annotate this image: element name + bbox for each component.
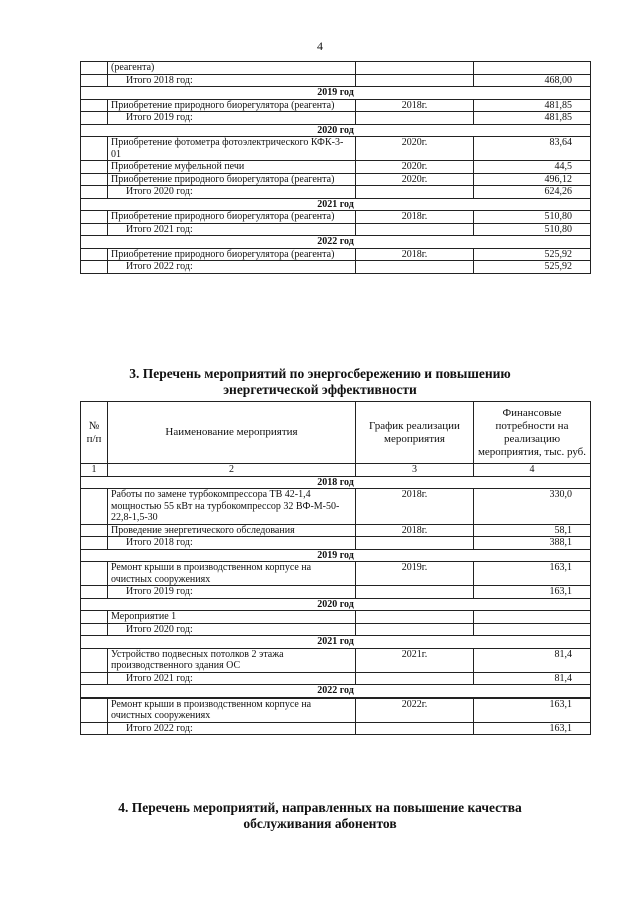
activity-name: Приобретение фотометра фотоэлектрического КФК-3-01 bbox=[108, 137, 356, 161]
schedule-cell: 2020г. bbox=[356, 173, 474, 186]
amount-cell: 481,85 bbox=[474, 112, 591, 125]
year-row bbox=[81, 549, 591, 562]
column-index-row bbox=[81, 464, 591, 477]
total-label: Итого 2018 год: bbox=[108, 74, 356, 87]
section-4-title-line-2: обслуживания абонентов bbox=[243, 816, 397, 831]
amount-cell: 81,4 bbox=[474, 648, 591, 672]
row-number-cell bbox=[81, 112, 108, 125]
activity-name: Приобретение природного биорегулятора (реагента) bbox=[108, 211, 356, 224]
schedule-cell: 2018г. bbox=[356, 99, 474, 112]
table-row bbox=[81, 173, 591, 186]
schedule-cell bbox=[356, 223, 474, 236]
column-index-cell: 2 bbox=[108, 464, 356, 477]
year-heading: 2019 год bbox=[81, 87, 591, 100]
amount-cell: 58,1 bbox=[474, 524, 591, 537]
activity-name: Проведение энергетического обследования bbox=[108, 524, 356, 537]
schedule-cell bbox=[356, 672, 474, 685]
activity-name: (реагента) bbox=[108, 62, 356, 75]
row-number-cell bbox=[81, 99, 108, 112]
table-row bbox=[81, 62, 591, 75]
year-heading: 2020 год bbox=[81, 124, 591, 137]
row-number-cell bbox=[81, 137, 108, 161]
total-label: Итого 2021 год: bbox=[108, 223, 356, 236]
year-row bbox=[81, 124, 591, 137]
activity-name: Мероприятие 1 bbox=[108, 611, 356, 624]
activity-name: Приобретение природного биорегулятора (реагента) bbox=[108, 173, 356, 186]
schedule-cell: 2018г. bbox=[356, 524, 474, 537]
table-row bbox=[81, 489, 591, 525]
table-body bbox=[81, 62, 591, 274]
amount-cell: 510,80 bbox=[474, 223, 591, 236]
total-label: Итого 2021 год: bbox=[108, 672, 356, 685]
row-number-cell bbox=[81, 586, 108, 599]
total-label: Итого 2022 год: bbox=[108, 722, 356, 735]
amount-cell: 496,12 bbox=[474, 173, 591, 186]
header-schedule: График реализации мероприятия bbox=[356, 402, 474, 464]
total-row bbox=[81, 112, 591, 125]
row-number-cell bbox=[81, 186, 108, 199]
amount-cell: 468,00 bbox=[474, 74, 591, 87]
schedule-cell: 2020г. bbox=[356, 137, 474, 161]
table-row bbox=[81, 524, 591, 537]
total-label: Итого 2019 год: bbox=[108, 586, 356, 599]
section-3-title-line-1: 3. Перечень мероприятий по энергосбережению и повышению bbox=[129, 366, 511, 381]
table-row bbox=[81, 698, 591, 722]
row-number-cell bbox=[81, 623, 108, 636]
total-label: Итого 2022 год: bbox=[108, 261, 356, 274]
row-number-cell bbox=[81, 648, 108, 672]
schedule-cell: 2022г. bbox=[356, 698, 474, 722]
row-number-cell bbox=[81, 261, 108, 274]
schedule-cell bbox=[356, 722, 474, 735]
amount-cell bbox=[474, 611, 591, 624]
row-number-cell bbox=[81, 562, 108, 586]
row-number-cell bbox=[81, 62, 108, 75]
activity-name: Устройство подвесных потолков 2 этажа производственного здания ОС bbox=[108, 648, 356, 672]
amount-cell: 481,85 bbox=[474, 99, 591, 112]
year-heading: 2021 год bbox=[81, 636, 591, 649]
header-name: Наименование мероприятия bbox=[108, 402, 356, 464]
header-finance: Финансовые потребности на реализацию мероприятия, тыс. руб. bbox=[474, 402, 591, 464]
amount-cell: 388,1 bbox=[474, 537, 591, 550]
schedule-cell: 2018г. bbox=[356, 489, 474, 525]
column-index-cell: 3 bbox=[356, 464, 474, 477]
schedule-cell bbox=[356, 112, 474, 125]
activity-name: Работы по замене турбокомпрессора ТВ 42-1,4 мощностью 55 кВт на турбокомпрессор 32 ВФ-М-50-22,8-1,5-30 bbox=[108, 489, 356, 525]
row-number-cell bbox=[81, 74, 108, 87]
schedule-cell bbox=[356, 62, 474, 75]
amount-cell: 624,26 bbox=[474, 186, 591, 199]
table-row bbox=[81, 211, 591, 224]
activity-name: Приобретение природного биорегулятора (реагента) bbox=[108, 248, 356, 261]
year-heading: 2022 год bbox=[81, 685, 591, 698]
table-row bbox=[81, 648, 591, 672]
row-number-cell bbox=[81, 537, 108, 550]
schedule-cell bbox=[356, 611, 474, 624]
row-number-cell bbox=[81, 672, 108, 685]
section-4-title-line-1: 4. Перечень мероприятий, направленных на повышение качества bbox=[118, 800, 522, 815]
total-row bbox=[81, 74, 591, 87]
year-row bbox=[81, 685, 591, 698]
total-row bbox=[81, 223, 591, 236]
table-continued-activities bbox=[80, 61, 591, 274]
table-energy-saving bbox=[80, 401, 591, 735]
schedule-cell bbox=[356, 537, 474, 550]
column-index-cell: 1 bbox=[81, 464, 108, 477]
row-number-cell bbox=[81, 161, 108, 174]
table-row bbox=[81, 137, 591, 161]
amount-cell: 525,92 bbox=[474, 261, 591, 274]
row-number-cell bbox=[81, 698, 108, 722]
amount-cell: 163,1 bbox=[474, 698, 591, 722]
table-row bbox=[81, 99, 591, 112]
total-row bbox=[81, 722, 591, 735]
section-3-title bbox=[0, 366, 640, 398]
schedule-cell bbox=[356, 74, 474, 87]
amount-cell bbox=[474, 62, 591, 75]
row-number-cell bbox=[81, 211, 108, 224]
schedule-cell: 2019г. bbox=[356, 562, 474, 586]
total-row bbox=[81, 623, 591, 636]
row-number-cell bbox=[81, 722, 108, 735]
year-heading: 2021 год bbox=[81, 198, 591, 211]
row-number-cell bbox=[81, 611, 108, 624]
schedule-cell bbox=[356, 586, 474, 599]
amount-cell: 44,5 bbox=[474, 161, 591, 174]
amount-cell: 330,0 bbox=[474, 489, 591, 525]
amount-cell: 81,4 bbox=[474, 672, 591, 685]
amount-cell bbox=[474, 623, 591, 636]
schedule-cell bbox=[356, 261, 474, 274]
activity-name: Приобретение муфельной печи bbox=[108, 161, 356, 174]
column-index-cell: 4 bbox=[474, 464, 591, 477]
activity-name: Ремонт крыши в производственном корпусе на очистных сооружениях bbox=[108, 562, 356, 586]
year-heading: 2019 год bbox=[81, 549, 591, 562]
table-row bbox=[81, 161, 591, 174]
year-row bbox=[81, 198, 591, 211]
row-number-cell bbox=[81, 489, 108, 525]
year-heading: 2018 год bbox=[81, 476, 591, 489]
activity-name: Ремонт крыши в производственном корпусе на очистных сооружениях bbox=[108, 698, 356, 722]
schedule-cell bbox=[356, 186, 474, 199]
schedule-cell: 2020г. bbox=[356, 161, 474, 174]
page-number: 4 bbox=[317, 39, 323, 53]
table-header-row bbox=[81, 402, 591, 464]
table-row bbox=[81, 611, 591, 624]
table-row bbox=[81, 248, 591, 261]
year-row bbox=[81, 636, 591, 649]
header-num: № п/п bbox=[81, 402, 108, 464]
section-4-title bbox=[0, 800, 640, 832]
year-heading: 2020 год bbox=[81, 598, 591, 611]
total-label: Итого 2018 год: bbox=[108, 537, 356, 550]
section-3-title-line-2: энергетической эффективности bbox=[223, 382, 417, 397]
amount-cell: 83,64 bbox=[474, 137, 591, 161]
total-label: Итого 2020 год: bbox=[108, 623, 356, 636]
schedule-cell: 2018г. bbox=[356, 248, 474, 261]
table-body bbox=[81, 464, 591, 735]
schedule-cell: 2021г. bbox=[356, 648, 474, 672]
row-number-cell bbox=[81, 248, 108, 261]
year-row bbox=[81, 598, 591, 611]
activity-name: Приобретение природного биорегулятора (реагента) bbox=[108, 99, 356, 112]
total-row bbox=[81, 586, 591, 599]
amount-cell: 163,1 bbox=[474, 722, 591, 735]
row-number-cell bbox=[81, 223, 108, 236]
year-heading: 2022 год bbox=[81, 236, 591, 249]
year-row bbox=[81, 476, 591, 489]
total-row bbox=[81, 261, 591, 274]
amount-cell: 163,1 bbox=[474, 586, 591, 599]
year-row bbox=[81, 236, 591, 249]
total-label: Итого 2019 год: bbox=[108, 112, 356, 125]
amount-cell: 525,92 bbox=[474, 248, 591, 261]
row-number-cell bbox=[81, 524, 108, 537]
table-row bbox=[81, 562, 591, 586]
total-row bbox=[81, 672, 591, 685]
total-row bbox=[81, 186, 591, 199]
amount-cell: 163,1 bbox=[474, 562, 591, 586]
total-label: Итого 2020 год: bbox=[108, 186, 356, 199]
year-row bbox=[81, 87, 591, 100]
schedule-cell bbox=[356, 623, 474, 636]
total-row bbox=[81, 537, 591, 550]
schedule-cell: 2018г. bbox=[356, 211, 474, 224]
row-number-cell bbox=[81, 173, 108, 186]
amount-cell: 510,80 bbox=[474, 211, 591, 224]
